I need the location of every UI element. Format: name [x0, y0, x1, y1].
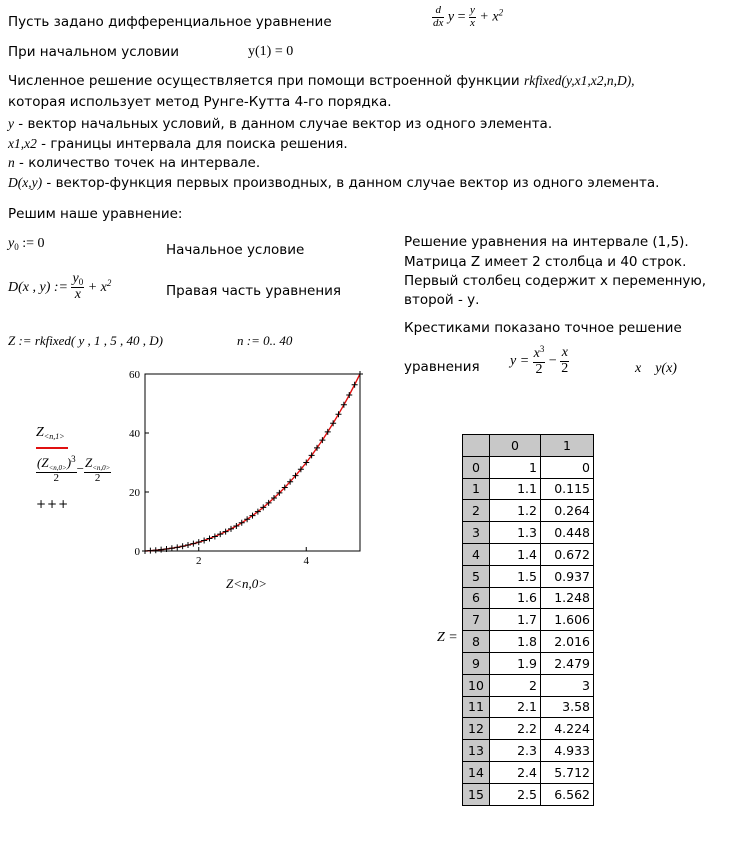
intro-d-desc	[8, 175, 659, 191]
matrix-row	[463, 543, 594, 565]
x-tick-label: 4	[303, 555, 309, 567]
matrix-cell-y: 0.448	[541, 522, 594, 544]
matrix-row	[463, 718, 594, 740]
legend-s2-sub: <n,0>	[48, 464, 67, 472]
y-name: y	[8, 116, 14, 131]
matrix-corner	[463, 435, 490, 457]
matrix-row-index: 2	[463, 500, 490, 522]
legend-line-swatch	[36, 447, 68, 449]
legend-series-2	[36, 455, 111, 485]
intro-y-desc	[8, 116, 552, 132]
matrix-row	[463, 740, 594, 762]
legend-s1-sub: <n,1>	[43, 432, 65, 441]
legend-series-1	[36, 425, 65, 441]
eq-plus-x: + x	[479, 9, 499, 25]
exact-den1: 2	[535, 361, 543, 377]
D-sup: 2	[106, 277, 112, 288]
matrix-cell-y: 0	[541, 456, 594, 478]
solve-heading: Решим наше уравнение:	[8, 206, 183, 222]
y0-definition	[8, 236, 45, 252]
right-line-4: второй - у.	[404, 292, 480, 308]
matrix-row-index: 8	[463, 631, 490, 653]
eq-d: d	[432, 5, 444, 18]
right-line-5: Крестиками показано точное решение	[404, 320, 682, 336]
matrix-row-index: 11	[463, 696, 490, 718]
matrix-row	[463, 522, 594, 544]
matrix-cell-x: 2.1	[490, 696, 541, 718]
intro-line-3a: Численное решение осуществляется при помощи встроенной функции	[8, 73, 524, 89]
legend-s2-minus: −	[76, 460, 84, 476]
matrix-row-index: 3	[463, 522, 490, 544]
legend-s1-main: Z	[36, 425, 44, 440]
matrix-cell-y: 4.224	[541, 718, 594, 740]
matrix-row-index: 10	[463, 674, 490, 696]
legend-s2-den: 2	[53, 472, 60, 485]
legend-s2-den2: 2	[94, 471, 101, 484]
exact-num1: x	[533, 346, 540, 361]
n-desc: - количество точек на интервале.	[14, 155, 261, 171]
legend-cross-swatch: +++	[36, 497, 70, 511]
exact-minus: −	[548, 353, 557, 369]
matrix-row	[463, 478, 594, 500]
matrix-col-header-0: 0	[490, 435, 541, 457]
right-line-1: Решение уравнения на интервале (1,5).	[404, 234, 689, 250]
eq-y: y	[447, 9, 455, 25]
y-tick-label: 60	[129, 369, 140, 381]
D-num: y	[72, 271, 79, 286]
matrix-col-header-1: 1	[541, 435, 594, 457]
right-line-3: Первый столбец содержит x переменную,	[404, 273, 707, 289]
y-tick-label: 0	[134, 546, 140, 558]
rhs-label: Правая часть уравнения	[166, 283, 342, 299]
matrix-cell-y: 1.248	[541, 587, 594, 609]
intro-x-desc	[8, 136, 348, 152]
matrix-cell-x: 2.2	[490, 718, 541, 740]
matrix-row	[463, 696, 594, 718]
legend-s2-z-sub: <n,0>	[92, 463, 111, 472]
exact-y: y =	[510, 353, 530, 369]
x-name: x1,x2	[8, 136, 37, 151]
intro-n-desc	[8, 155, 260, 171]
matrix-row	[463, 565, 594, 587]
d-desc: - вектор-функция первых производных, в данном случае вектор из одного элемента.	[42, 175, 660, 191]
matrix-cell-y: 2.016	[541, 631, 594, 653]
legend-s2-z: Z	[84, 454, 93, 470]
matrix-cell-x: 2.4	[490, 761, 541, 783]
eq-equals: =	[457, 9, 466, 25]
matrix-row-index: 6	[463, 587, 490, 609]
rkfixed-signature: rkfixed(y,x1,x2,n,D),	[523, 73, 635, 88]
eq-frac-den: x	[470, 16, 475, 29]
matrix-row	[463, 631, 594, 653]
matrix-cell-x: 2.5	[490, 783, 541, 805]
intro-line-1: Пусть задано дифференциальное уравнение	[8, 14, 332, 30]
matrix-label: Z =	[437, 630, 458, 645]
matrix-cell-y: 3	[541, 674, 594, 696]
matrix-cell-x: 2	[490, 674, 541, 696]
n-name: n	[8, 155, 15, 170]
intro-line-3	[8, 73, 635, 89]
matrix-row-index: 0	[463, 456, 490, 478]
diff-equation	[432, 5, 503, 29]
legend-s2-close: )	[66, 455, 72, 470]
exact-sup: 3	[539, 344, 545, 354]
matrix-cell-y: 5.712	[541, 761, 594, 783]
n-range-definition: n := 0.. 40	[237, 333, 293, 348]
xy-label: x y(x)	[635, 361, 677, 376]
matrix-cell-x: 1.8	[490, 631, 541, 653]
matrix-cell-x: 1.5	[490, 565, 541, 587]
right-line-2: Матрица Z имеет 2 столбца и 40 строк.	[404, 254, 687, 270]
matrix-cell-y: 1.606	[541, 609, 594, 631]
matrix-header-row	[463, 435, 594, 457]
plot-x-label: Z<n,0>	[226, 576, 268, 591]
matrix-cell-y: 0.115	[541, 478, 594, 500]
D-lhs: D(x , y) :=	[8, 279, 68, 295]
matrix-row	[463, 500, 594, 522]
matrix-cell-y: 0.937	[541, 565, 594, 587]
exact-num2: x	[561, 345, 568, 360]
matrix-row-index: 4	[463, 543, 490, 565]
matrix-cell-y: 3.58	[541, 696, 594, 718]
d-name: D(x,y)	[8, 175, 43, 190]
matrix-row-index: 1	[463, 478, 490, 500]
y-desc: - вектор начальных условий, в данном случае вектор из одного элемента.	[14, 116, 553, 132]
matrix-cell-x: 1.7	[490, 609, 541, 631]
matrix-row	[463, 674, 594, 696]
matrix-cell-x: 1	[490, 456, 541, 478]
y-tick-label: 20	[129, 487, 140, 499]
matrix-table	[462, 434, 594, 806]
matrix-cell-x: 1.6	[490, 587, 541, 609]
D-num-sub: 0	[78, 277, 84, 287]
matrix-row-index: 7	[463, 609, 490, 631]
right-line-6: уравнения	[404, 359, 480, 375]
matrix-row-index: 15	[463, 783, 490, 805]
matrix-cell-y: 0.264	[541, 500, 594, 522]
matrix-row-index: 14	[463, 761, 490, 783]
matrix-cell-x: 1.2	[490, 500, 541, 522]
matrix-row	[463, 456, 594, 478]
legend-s2-sup: 3	[71, 454, 76, 464]
solution-plot	[110, 362, 370, 602]
matrix-row	[463, 587, 594, 609]
plot-frame	[145, 374, 360, 551]
intro-line-2: При начальном условии	[8, 44, 180, 60]
y0-rhs: := 0	[22, 236, 45, 251]
matrix-cell-y: 2.479	[541, 652, 594, 674]
exact-den2: 2	[561, 360, 569, 376]
initial-condition: y(1) = 0	[248, 44, 294, 59]
intro-line-4: которая использует метод Рунге-Кутта 4-го порядка.	[8, 94, 392, 110]
matrix-cell-x: 2.3	[490, 740, 541, 762]
eq-power: 2	[498, 7, 504, 18]
matrix-cell-x: 1.3	[490, 522, 541, 544]
D-definition	[8, 272, 111, 303]
y-tick-label: 40	[129, 428, 140, 440]
legend-s2-open: (Z	[37, 455, 49, 470]
matrix-row-index: 5	[463, 565, 490, 587]
matrix-row-index: 12	[463, 718, 490, 740]
matrix-cell-x: 1.9	[490, 652, 541, 674]
D-plus: + x	[87, 279, 107, 295]
init-condition-label: Начальное условие	[166, 242, 305, 258]
matrix-Z	[462, 434, 594, 806]
matrix-cell-y: 6.562	[541, 783, 594, 805]
matrix-row	[463, 652, 594, 674]
matrix-row	[463, 609, 594, 631]
eq-dx: dx	[433, 16, 444, 29]
D-den: x	[74, 287, 81, 303]
y0-sub: 0	[14, 242, 19, 252]
matrix-cell-y: 0.672	[541, 543, 594, 565]
matrix-row-index: 13	[463, 740, 490, 762]
matrix-cell-y: 4.933	[541, 740, 594, 762]
eq-frac-num: y	[470, 4, 475, 16]
exact-solution	[510, 345, 569, 377]
matrix-row	[463, 761, 594, 783]
Z-definition: Z := rkfixed( y , 1 , 5 , 40 , D)	[8, 333, 163, 348]
matrix-cell-x: 1.4	[490, 543, 541, 565]
x-desc: - границы интервала для поиска решения.	[36, 136, 348, 152]
x-tick-label: 2	[196, 555, 202, 567]
y0-lhs: y	[8, 236, 15, 251]
matrix-cell-x: 1.1	[490, 478, 541, 500]
matrix-row	[463, 783, 594, 805]
matrix-row-index: 9	[463, 652, 490, 674]
